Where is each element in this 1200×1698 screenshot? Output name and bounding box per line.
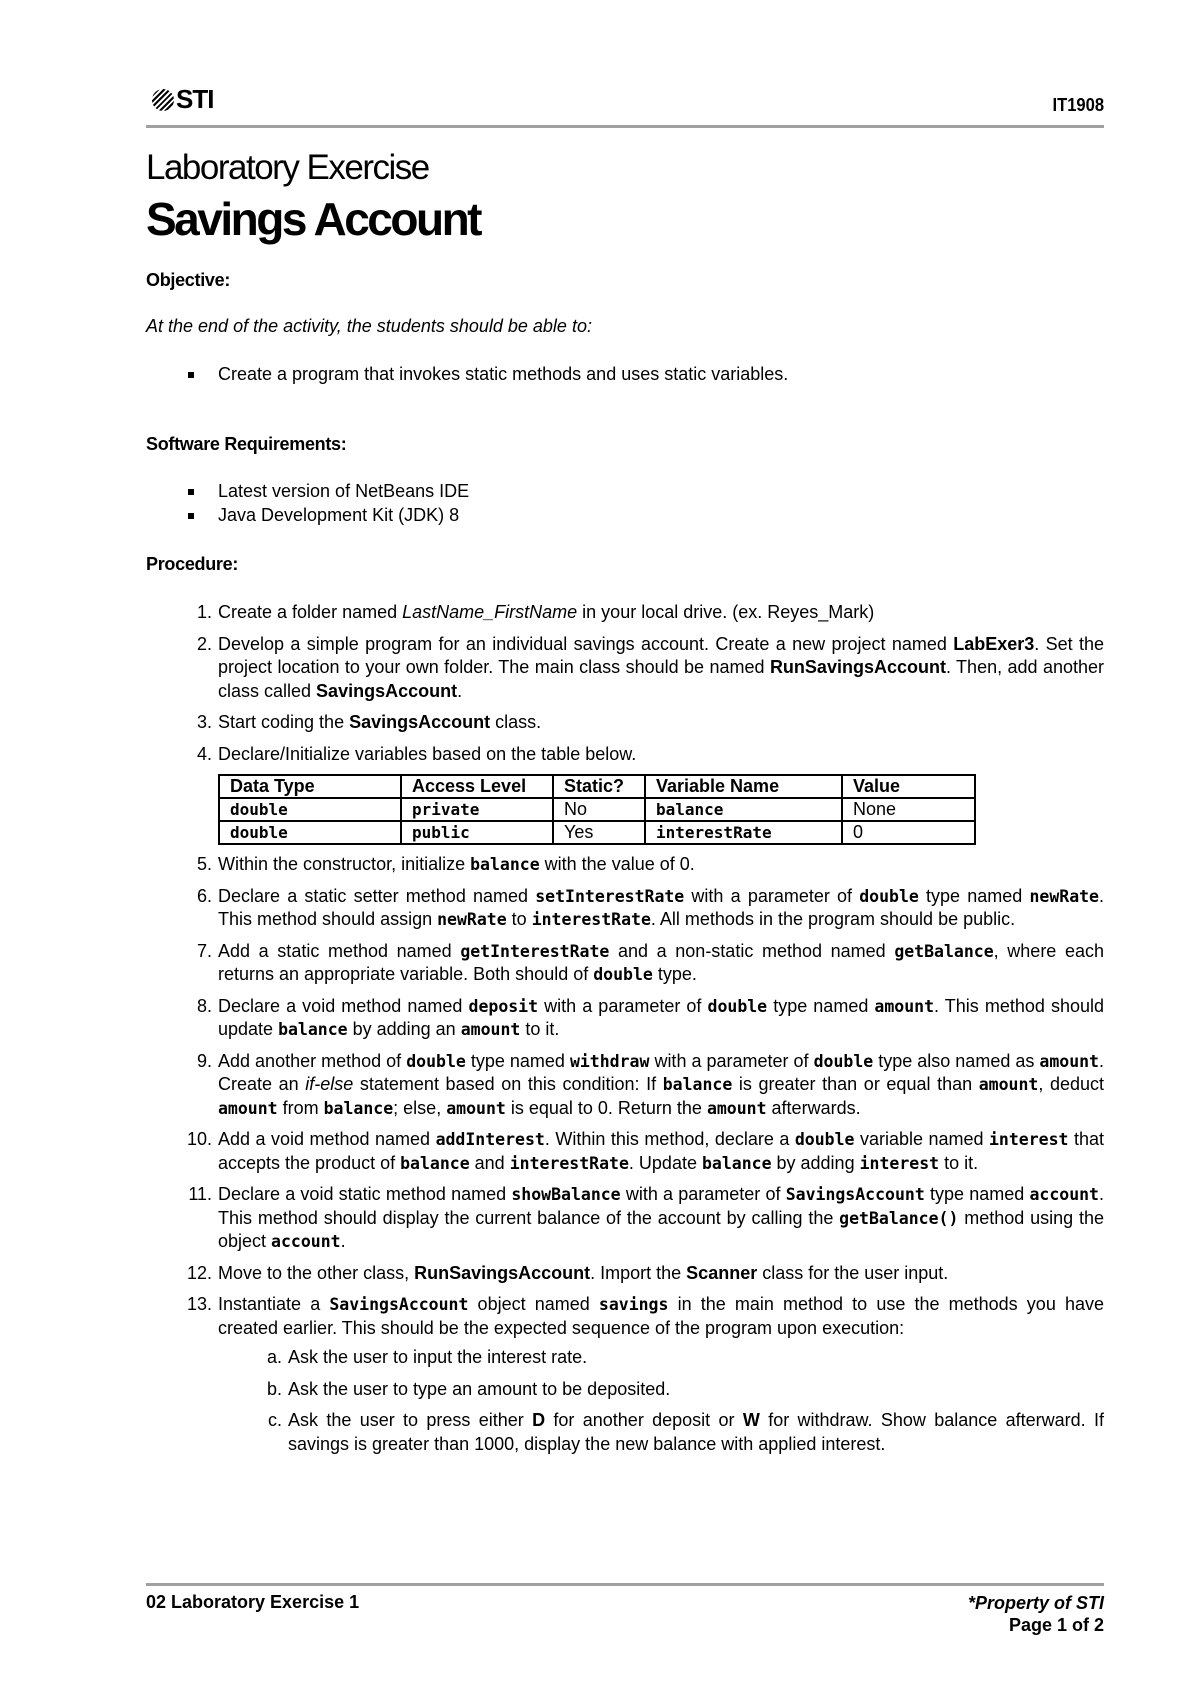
- procedure-heading: Procedure:: [146, 554, 239, 574]
- page-subtitle: Savings Account: [146, 193, 480, 245]
- table-row: double private No balance None: [219, 798, 975, 821]
- procedure-step: 3. Start coding the SavingsAccount class.: [196, 712, 542, 732]
- sub-step: a. Ask the user to input the interest rate.: [266, 1347, 588, 1367]
- bullet-icon: [188, 513, 194, 519]
- objective-intro: At the end of the activity, the students should be able to:: [146, 316, 592, 336]
- procedure-step: 8. Declare a void method named deposit with a parameter of double type named amount. This method should update balance by adding an amount to it.: [196, 995, 1105, 1039]
- procedure-steps: [186, 601, 1105, 1464]
- footer-rule: [146, 1583, 1104, 1586]
- procedure-step: 1. Create a folder named LastName_FirstName in your local drive. (ex. Reyes_Mark): [196, 602, 875, 622]
- table-row: double public Yes interestRate 0: [219, 821, 975, 844]
- table-header-row: Data Type Access Level Static? Variable Name Value: [219, 775, 975, 798]
- footer-page-info: [968, 1592, 1104, 1636]
- page-title: Laboratory Exercise: [146, 148, 429, 187]
- software-heading: Software Requirements:: [146, 434, 347, 454]
- course-code: IT1908: [1052, 95, 1104, 115]
- footer-doc-title: 02 Laboratory Exercise 1: [146, 1592, 360, 1612]
- procedure-step: 4. Declare/Initialize variables based on the table below. Data Type Access Level Static? Variable Name Value double private No balance None double public Yes interestRate 0: [218, 743, 1104, 846]
- globe-icon: [152, 89, 174, 111]
- footer-property: *Property of STI: [967, 1593, 1104, 1613]
- sub-steps: [218, 1346, 1104, 1456]
- header-rule: [146, 125, 1104, 128]
- footer-page-number: Page 1 of 2: [1008, 1615, 1104, 1635]
- procedure-step: 9. Add another method of double type named withdraw with a parameter of double type also named as amount. Create an if-else statement based on this condition: If balance is greater than or equal than amount, deduct amount from balance; else, amount is equal to 0. Return the amount afterwards.: [196, 1050, 1105, 1118]
- procedure-step: 2. Develop a simple program for an individual savings account. Create a new project named LabExer3. Set the project location to your own folder. The main class should be named RunSavingsAccount. Then, add another class called SavingsAccount.: [196, 633, 1104, 701]
- procedure-step: 5. Within the constructor, initialize balance with the value of 0.: [196, 854, 695, 874]
- document-page: STI IT1908 Laboratory Exercise Savings Account Objective: At the end of the activity, the students should be able to: Create a program that invokes static methods and uses static variables. Software Requirements: Latest version of NetBeans IDE Java Development Kit (JDK) 8 Procedure: 1. Create a folder named LastName_FirstName in your local drive. (ex. Reyes_Mark) 2. Develop a simple program for an individual savings account. Create a new project named LabExer3. Set the project location to your own folder. The main class should be named RunSavingsAccount. Then, add another class called SavingsAccount. 3. Start coding the SavingsAccount class. 4. Declare/Initialize variables based on the table below. Data Type Access Level Static? Variable Name Value double private No balance None double public Yes interestRate 0 5. Within the constructor, initialize balance with the value of 0. 6. Declare a static setter method named setInterestRate with a parameter of double type named newRate. This method should assign newRate to interestRate. All methods in the program should be public. 7. Add a static method named getInterestRate and a non-static method named getBalance, where each returns an appropriate variable. Both should of double type. 8. Declare a void method named deposit with a parameter of double type named amount. This method should update balance by adding an amount to it. 9. Add another method of double type named withdraw with a parameter of double type also named as amount. Create an if-else statement based on this condition: If balance is greater than or equal than amount, deduct amount from balance; else, amount is equal to 0. Return the amount afterwards. 10. Add a void method named addInterest. Within this method, declare a double variable named interest that accepts the product of balance and interestRate. Update balance by adding interest to it. 11. Declare a void static method named showBalance with a parameter of SavingsAccount type named account. This method should display the current balance of the account by calling the getBalance() method using the object account. 12. Move to the other class, RunSavingsAccount. Import the Scanner class for the user input. 13. Instantiate a SavingsAccount object named savings in the main method to use the methods you have created earlier. This should be the expected sequence of the program upon execution: a. Ask the user to input the interest rate. b. Ask the user to type an amount to be deposited. c. Ask the user to press either D for another deposit or W for withdraw. Show balance afterward. If savings is greater than 1000, display the new balance with applied interest. 02 Laboratory Exercise 1 *Property of STI Page 1 of 2: [146, 84, 1105, 1635]
- procedure-step: 10. Add a void method named addInterest. Within this method, declare a double variable named interest that accepts the product of balance and interestRate. Update balance by adding interest to it.: [186, 1129, 1104, 1173]
- bullet-icon: [188, 489, 194, 495]
- procedure-step: 12. Move to the other class, RunSavingsAccount. Import the Scanner class for the user input.: [186, 1262, 949, 1283]
- sub-step: b. Ask the user to type an amount to be deposited.: [266, 1378, 671, 1399]
- procedure-step: 6. Declare a static setter method named setInterestRate with a parameter of double type named newRate. This method should assign newRate to interestRate. All methods in the program should be public.: [196, 885, 1105, 929]
- procedure-step: 7. Add a static method named getInterestRate and a non-static method named getBalance, where each returns an appropriate variable. Both should of double type.: [196, 940, 1104, 984]
- variables-table: [218, 774, 976, 845]
- procedure-step: 13. Instantiate a SavingsAccount object named savings in the main method to use the methods you have created earlier. This should be the expected sequence of the program upon execution: a. Ask the user to input the interest rate. b. Ask the user to type an amount to be deposited. c. Ask the user to press either D for another deposit or W for withdraw. Show balance afterward. If savings is greater than 1000, display the new balance with applied interest.: [218, 1293, 1104, 1456]
- sub-step: c. Ask the user to press either D for another deposit or W for withdraw. Show balance afterward. If savings is greater than 1000, display the new balance with applied interest.: [267, 1410, 1104, 1454]
- procedure-step: 11. Declare a void static method named showBalance with a parameter of SavingsAccount type named account. This method should display the current balance of the account by calling the getBalance() method using the object account.: [188, 1184, 1105, 1251]
- bullet-icon: [188, 372, 194, 378]
- objective-heading: Objective:: [146, 270, 231, 290]
- sti-logo: STI: [152, 84, 213, 115]
